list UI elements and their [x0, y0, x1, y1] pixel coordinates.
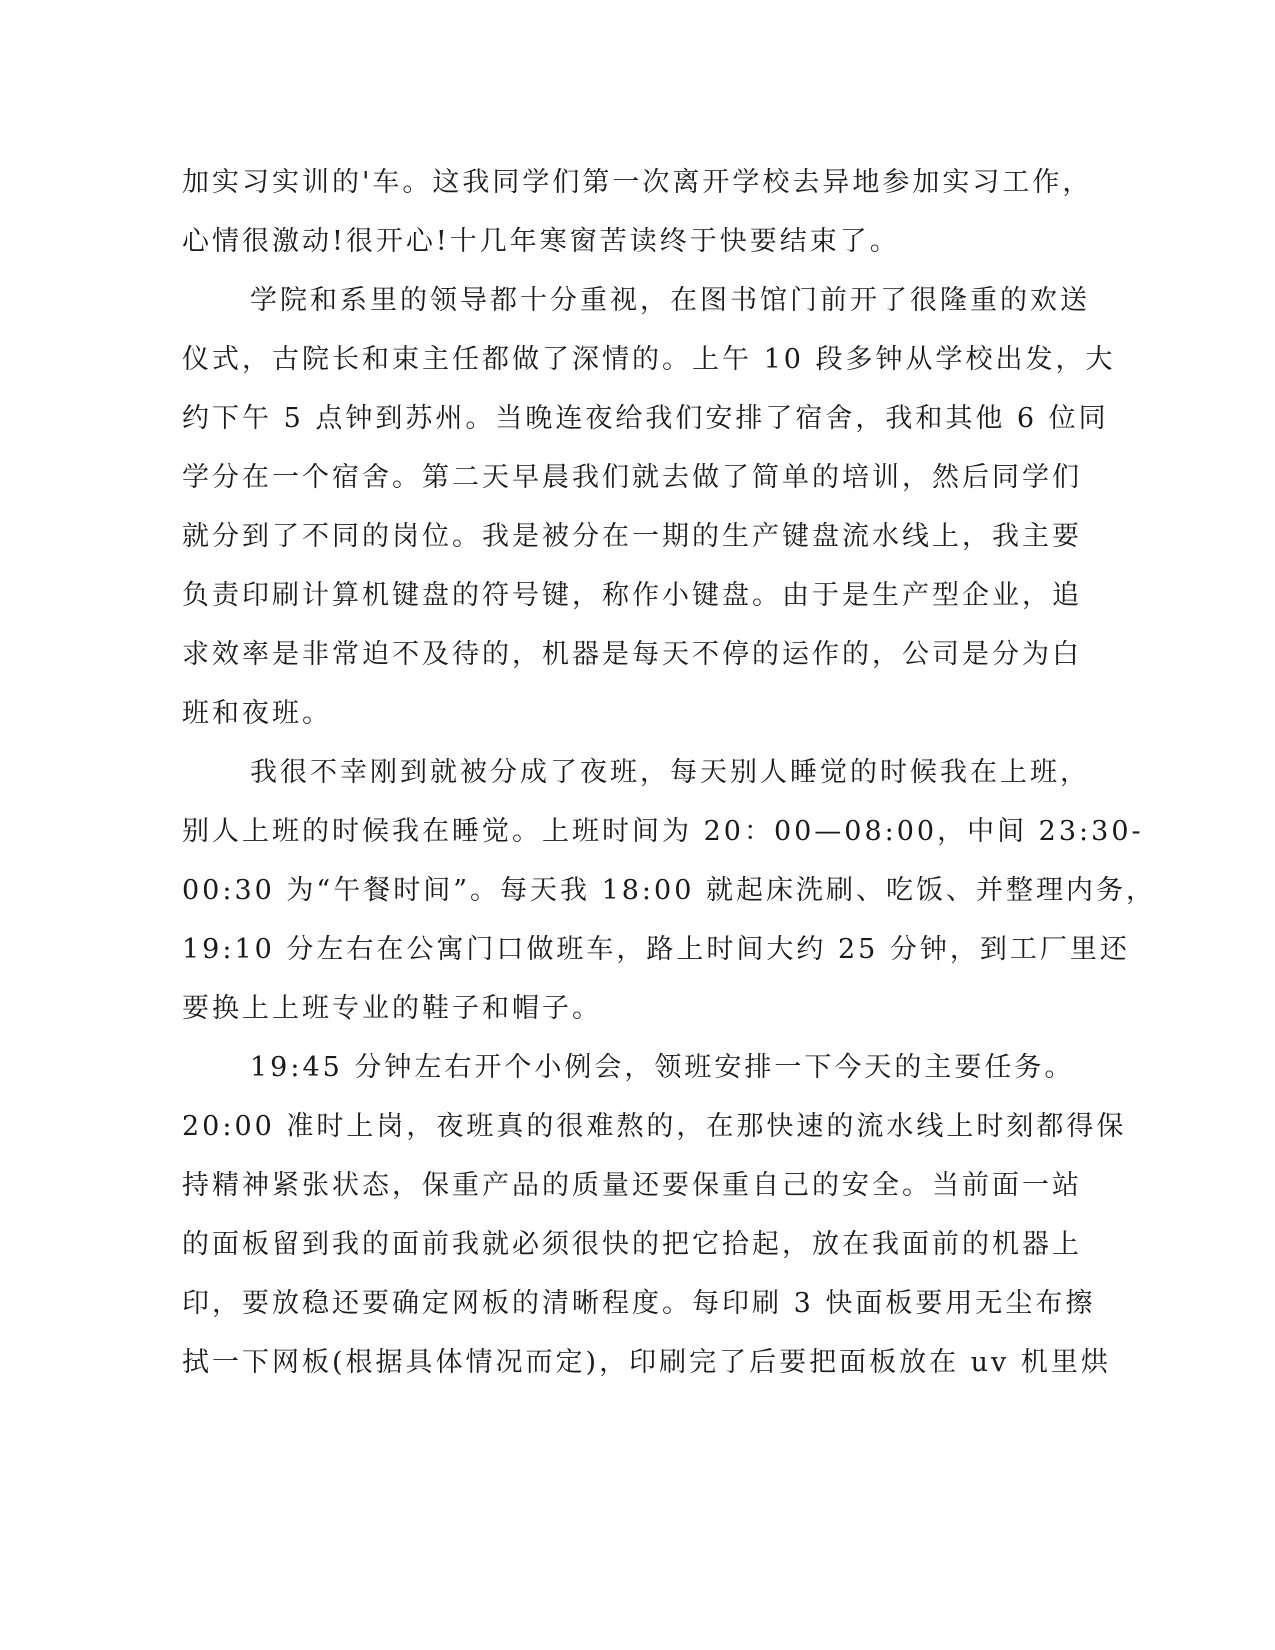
text-line: 班和夜班。 [182, 698, 332, 729]
paragraph-first-line: 19:45 分钟左右开个小例会，领班安排一下今天的主要任务。 [250, 1052, 1075, 1083]
text-line: 要换上上班专业的鞋子和帽子。 [182, 993, 602, 1024]
text-line: 持精神紧张状态，保重产品的质量还要保重自己的安全。当前面一站 [182, 1170, 1082, 1201]
text-line: 00:30 为“午餐时间”。每天我 18:00 就起床洗刷、吃饭、并整理内务， [182, 875, 1156, 906]
text-line: 负责印刷计算机键盘的符号键，称作小键盘。由于是生产型企业，追 [182, 580, 1082, 611]
text-line: 20:00 准时上岗，夜班真的很难熬的，在那快速的流水线上时刻都得保 [182, 1111, 1127, 1142]
text-line: 19:10 分左右在公寓门口做班车，路上时间大约 25 分钟，到工厂里还 [182, 934, 1130, 965]
text-line: 加实习实训的'车。这我同学们第一次离开学校去异地参加实习工作， [182, 167, 1093, 198]
paragraph-first-line: 学院和系里的领导都十分重视，在图书馆门前开了很隆重的欢送 [250, 285, 1090, 316]
text-line: 心情很激动!很开心!十几年寒窗苦读终于快要结束了。 [182, 226, 900, 257]
text-line: 拭一下网板(根据具体情况而定)，印刷完了后要把面板放在 uv 机里烘 [182, 1347, 1111, 1378]
text-line: 约下午 5 点钟到苏州。当晚连夜给我们安排了宿舍，我和其他 6 位同 [182, 403, 1109, 434]
text-line: 求效率是非常迫不及待的，机器是每天不停的运作的，公司是分为白 [182, 639, 1082, 670]
paragraph-first-line: 我很不幸刚到就被分成了夜班，每天别人睡觉的时候我在上班， [250, 757, 1090, 788]
text-line: 别人上班的时候我在睡觉。上班时间为 20：00—08:00，中间 23:30- [182, 816, 1144, 847]
text-line: 学分在一个宿舍。第二天早晨我们就去做了简单的培训，然后同学们 [182, 462, 1082, 493]
text-line: 印，要放稳还要确定网板的清晰程度。每印刷 3 快面板要用无尘布擦 [182, 1288, 1096, 1319]
text-line: 就分到了不同的岗位。我是被分在一期的生产键盘流水线上，我主要 [182, 521, 1082, 552]
body-text [182, 158, 1156, 1397]
text-line: 仪式，古院长和束主任都做了深情的。上午 10 段多钟从学校出发，大 [182, 344, 1116, 375]
text-line: 的面板留到我的面前我就必须很快的把它拾起，放在我面前的机器上 [182, 1229, 1082, 1260]
